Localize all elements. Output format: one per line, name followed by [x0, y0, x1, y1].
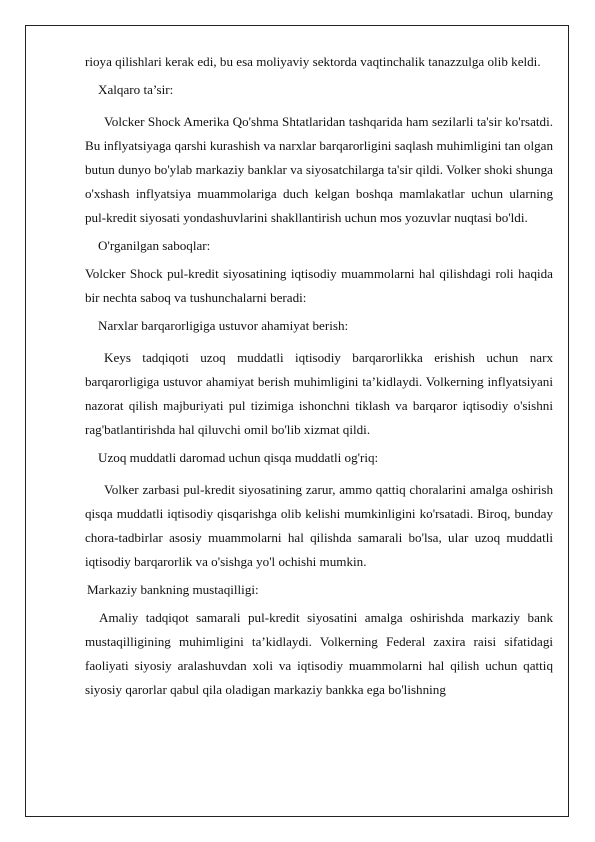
heading-central-bank-independence: Markaziy bankning mustaqilligi: [87, 582, 259, 597]
paragraph-continuation: rioya qilishlari kerak edi, bu esa moliyaviy sektorda vaqtinchalik tanazzulga olib keldi. [85, 54, 541, 69]
document-body [85, 50, 553, 702]
heading-international-impact: Xalqaro ta’sir: [98, 82, 174, 97]
heading-short-term-pain: Uzoq muddatli daromad uchun qisqa muddatli og'riq: [98, 450, 379, 465]
paragraph-international-impact: Volcker Shock Amerika Qo'shma Shtatlaridan tashqarida ham sezilarli ta'sir ko'rsatdi. Bu inflyatsiyaga qarshi kurashish va narxlar barqarorligini saqlash muhimligini tan olgan butun dunyo bo'ylab markaziy banklar va siyosatchilarga ta'sir qildi. Volker shoki shunga o'xshash inflyatsiya muammolariga duch kelgan boshqa mamlakatlar uchun ularning pul-kredit siyosati yondashuvlarini shakllantirish uchun mos yozuvlar nuqtasi bo'ldi. [85, 114, 553, 225]
paragraph-price-stability: Keys tadqiqoti uzoq muddatli iqtisodiy barqarorlikka erishish uchun narx barqarorligiga ustuvor ahamiyat berish muhimligini ta’kidlaydi. Volkerning inflyatsiyani nazorat qilish majburiyati pul tizimiga ishonchni tiklash va barqaror iqtisodiy o'sishni rag'batlantirishda hal qiluvchi omil bo'lib xizmat qildi. [85, 350, 553, 437]
heading-price-stability: Narxlar barqarorligiga ustuvor ahamiyat berish: [98, 318, 349, 333]
paragraph-lessons-intro: Volcker Shock pul-kredit siyosatining iqtisodiy muammolarni hal qilishdagi roli haqida bir nechta saboq va tushunchalarni beradi: [85, 266, 553, 305]
heading-lessons-learned: O'rganilgan saboqlar: [98, 238, 211, 253]
paragraph-short-term-pain: Volker zarbasi pul-kredit siyosatining zarur, ammo qattiq choralarini amalga oshirish qisqa muddatli iqtisodiy qisqarishga olib kelishi mumkinligini ko'rsatadi. Biroq, bunday chora-tadbirlar asosiy muammolarni hal qilishda samarali bo'lsa, ular uzoq muddatli iqtisodiy barqarorlik va o'sishga yo'l ochishi mumkin. [85, 482, 553, 569]
paragraph-central-bank-independence: Amaliy tadqiqot samarali pul-kredit siyosatini amalga oshirishda markaziy bank mustaqilligining muhimligini ta’kidlaydi. Volkerning Federal zaxira raisi sifatidagi faoliyati siyosiy aralashuvdan xoli va iqtisodiy muammolarni hal qilish uchun qattiq siyosiy qarorlar qabul qila oladigan markaziy bankka ega bo'lishning [85, 610, 553, 697]
